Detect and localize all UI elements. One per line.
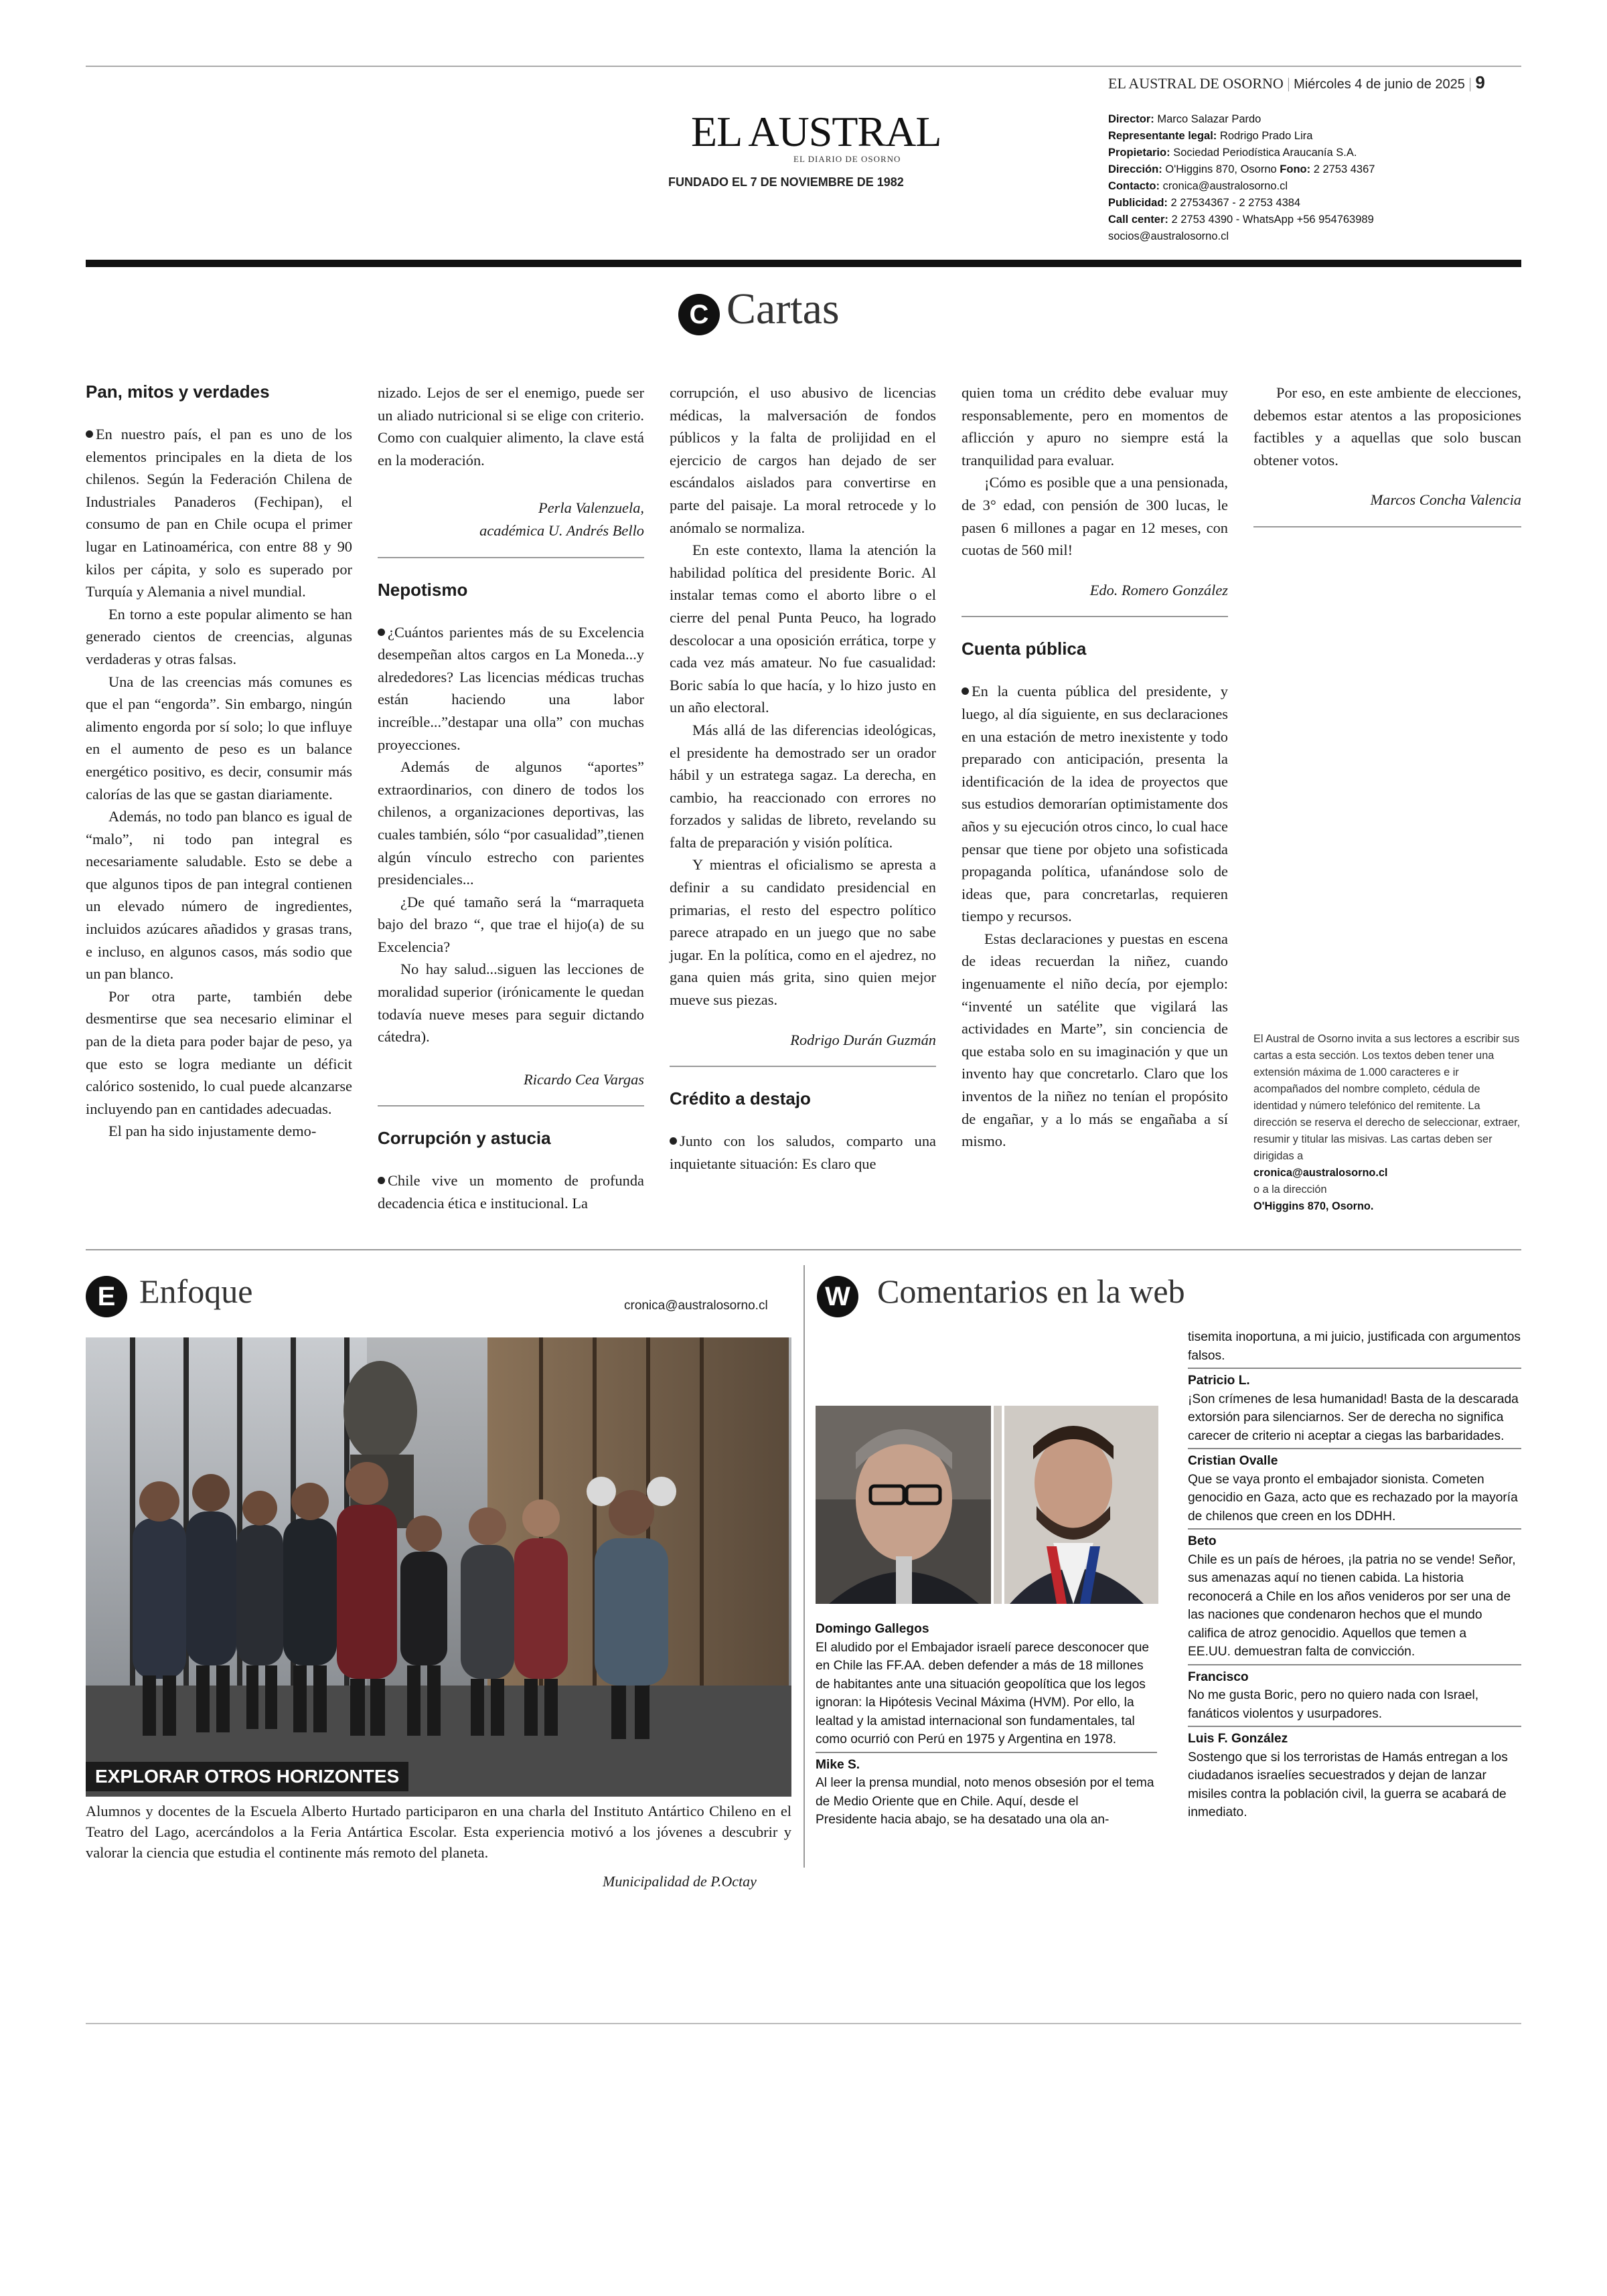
- letter-column-2: [378, 382, 644, 1215]
- letter-separator: [378, 557, 644, 558]
- letter-paragraph: El pan ha sido injustamente demo-: [108, 1123, 317, 1140]
- page-number: 9: [1475, 72, 1485, 92]
- letter-paragraph: Además de algunos “aportes” extraordinarios, con dinero de todos los chilenos, a organizaciones deportivas, las cuales también, sólo “por casualidad”,tienen algún vínculo estrecho con parientes presidenciales...: [378, 758, 644, 888]
- staff-value: Sociedad Periodística Araucanía S.A.: [1173, 147, 1357, 159]
- letter-separator: [1253, 526, 1521, 527]
- bottom-rule: [86, 2023, 1521, 2024]
- comment-text: Presidente hacia abajo, se ha desatado una ola an-: [816, 1813, 1109, 1827]
- bullet-icon: [962, 687, 969, 695]
- staff-value: 2 2753 4367: [1313, 163, 1375, 175]
- letter-paragraph: nizado. Lejos de ser el enemigo, puede ser un aliado nutricional si se elige con criterio. Como con cualquier alimento, la clave está en la moderación.: [378, 384, 644, 469]
- masthead-bar: [86, 260, 1521, 267]
- letter-paragraph: En la cuenta pública del presidente, y luego, al día siguiente, en sus declaraciones en una estación de metro inexistente y todo preparado con anticipación, presenta la identificación de la idea de proyectos que sus estudios demorarían optimistamente dos años y su ejecución otros cinco, lo cual hace pensar que tiene por objeto una sofisticada propaganda política, ufanándose solo de ideas que, para concretarlas, requieren tiempo y recursos.: [962, 683, 1228, 925]
- staff-value: socios@australosorno.cl: [1108, 230, 1229, 242]
- letter-signature: Edo. Romero González: [1089, 581, 1228, 598]
- letter-signature: Perla Valenzuela,: [538, 499, 644, 517]
- letter-paragraph: No hay salud...siguen las lecciones de moralidad superior (irónicamente le quedan todavía nueve meses para seguir dictando cátedra).: [378, 961, 644, 1046]
- staff-line: [1108, 161, 1510, 178]
- bullet-icon: [378, 1177, 385, 1184]
- letter-paragraph: Una de las creencias más comunes es que el pan “engorda”. Sin embargo, ningún alimento engorda por sí solo; lo que influye en el aumento de peso es un balance energético positivo, es decir, consumir más calorías de las que se gastan diariamente.: [86, 673, 352, 803]
- letter-paragraph: Y mientras el oficialismo se apresta a definir a su candidato presidencial en primarias, el resto del espectro político parece atrapado en un juego que no sabe jugar. En la política, como en el ajedrez, no gana quien más grita, sino quien mejor mueve sus piezas.: [670, 856, 936, 1009]
- bullet-icon: [670, 1137, 677, 1145]
- letter-paragraph: Además, no todo pan blanco es igual de “malo”, ni todo pan integral es necesariamente saludable. Esto se debe a que algunos tipos de pan integral contienen un elevado número de ingredientes, incluidos azúcares añadidos y grasas trans, e incluso, en algunos casos, más sodio que un pan blanco.: [86, 808, 352, 983]
- comment-author: Mike S.: [816, 1757, 860, 1772]
- staff-value: Marco Salazar Pardo: [1157, 113, 1261, 125]
- letter-column-3: [670, 382, 936, 1175]
- letter-paragraph: ¡Cómo es posible que a una pensionada, de 3° edad, con pensión de 300 lucas, le pasen 6 millones a pagar en 12 meses, con cuotas de 560 mil!: [962, 474, 1228, 559]
- comment-separator: [1188, 1448, 1521, 1449]
- bullet-icon: [86, 430, 93, 438]
- letters-or-text: o a la dirección: [1253, 1183, 1327, 1196]
- comment-separator: [1188, 1368, 1521, 1369]
- letter-paragraph: Estas declaraciones y puestas en escena de ideas recuerdan la niñez, cuando ingenuamente el niño decía, por ejemplo: “inventé un satélite que vigilará las actividades en Marte”, sin conciencia de que estaba solo en su imaginación y que un invento hay que concretarlo. Claro que los inventos de la niñez no tenían el propósito de engañar, y a lo más se engañaba a sí mismo.: [962, 930, 1228, 1150]
- comment-author: Beto: [1188, 1534, 1217, 1548]
- staff-label: Fono:: [1280, 163, 1311, 175]
- comment-text: Al leer la prensa mundial, noto menos obsesión por el tema de Medio Oriente que en Chile. Aquí, desde el: [816, 1776, 1154, 1809]
- letter-heading-credito: Crédito a destajo: [670, 1088, 811, 1109]
- comment-text: Sostengo que si los terroristas de Hamás entregan a los ciudadanos israelíes secuestrados y dejan de lanzar misiles contra la población civil, la guerra se acabará de inmediato.: [1188, 1750, 1508, 1819]
- letter-heading-pan: Pan, mitos y verdades: [86, 382, 270, 402]
- comment-separator: [1188, 1726, 1521, 1727]
- letter-heading-cuenta-publica: Cuenta pública: [962, 639, 1087, 659]
- comment-separator: [816, 1752, 1157, 1753]
- letter-paragraph: Más allá de las diferencias ideológicas, el presidente ha demostrado ser un orador hábil y un estratega sagaz. La derecha, en cambio, ha reaccionado con errores no forzados y salidas de libreto, revelando su falta de preparación y visión política.: [670, 721, 936, 851]
- running-head: EL AUSTRAL DE OSORNO | Miércoles 4 de junio de 2025 | 9: [1108, 72, 1485, 92]
- staff-line: [1108, 128, 1510, 145]
- letter-paragraph: Por eso, en este ambiente de elecciones, debemos estar atentos a las proposiciones factibles y a aquellas que solo buscan obtener votos.: [1253, 384, 1521, 469]
- staff-label: Publicidad:: [1108, 197, 1168, 209]
- comentarios-section-title: Comentarios en la web: [877, 1273, 1185, 1310]
- letter-heading-nepotismo: Nepotismo: [378, 579, 468, 600]
- letter-paragraph: En nuestro país, el pan es uno de los elementos principales en la dieta de los chilenos. Según la Federación Chilena de Industriales Panaderos (Fechipan), el consumo de pan en Chile ocupa el primer lugar en Latinoamérica, con entre 88 y 90 kilos per cápita, y solo es superado por Turquía y Alemania a nivel mundial.: [86, 426, 352, 600]
- staff-box: [1108, 111, 1510, 245]
- comment-author: Francisco: [1188, 1669, 1249, 1684]
- staff-label: Propietario:: [1108, 147, 1170, 159]
- letter-paragraph: ¿Cuántos parientes más de su Excelencia desempeñan altos cargos en La Moneda...y alrededores? Las licencias médicas truchas están haciendo una labor increíble...”destapar una olla” con muchas proyecciones.: [378, 623, 644, 753]
- letter-signature: Rodrigo Durán Guzmán: [790, 1031, 936, 1048]
- letter-paragraph: Por otra parte, también debe desmentirse que sea necesario eliminar el pan de la dieta para poder bajar de peso, ya que esto se logra mediante un déficit calórico sostenido, lo cual puede alcanzarse incluyendo pan en cantidades adecuadas.: [86, 987, 352, 1117]
- staff-line: [1108, 212, 1510, 228]
- letter-column-5: [1253, 382, 1521, 548]
- staff-label: Representante legal:: [1108, 130, 1217, 142]
- letters-address: O'Higgins 870, Osorno.: [1253, 1200, 1374, 1212]
- letters-info-text: El Austral de Osorno invita a sus lectores a escribir sus cartas a esta sección. Los textos deben tener una extensión máxima de 1.000 caracteres e ir acompañados del nombre completo, cédula de identidad y número telefónico del remitente. La dirección se reserva el derecho de seleccionar, extraer, resumir y titular las misivas. Las cartas deben ser dirigidas a: [1253, 1033, 1521, 1162]
- letter-signature-title: académica U. Andrés Bello: [479, 521, 644, 539]
- letter-column-4: [962, 382, 1228, 1153]
- enfoque-photo-credit: Municipalidad de P.Octay: [603, 1873, 757, 1890]
- letter-paragraph: En este contexto, llama la atención la habilidad política del presidente Boric. Al instalar temas como el aborto libre o el cierre del penal Punta Peuco, ha logrado descolocar a una oposición errática, torpe y cada vez más amateur. No fue casualidad: Boric sabía lo que hacía, y lo hizo justo en un año electoral.: [670, 542, 936, 716]
- staff-line: [1108, 178, 1510, 195]
- staff-value: 2 27534367 - 2 2753 4384: [1170, 197, 1301, 209]
- founded-line: FUNDADO EL 7 DE NOVIEMBRE DE 1982: [668, 175, 904, 189]
- letter-paragraph: En torno a este popular alimento se han generado cientos de creencias, algunas verdaderas y otras falsas.: [86, 605, 352, 667]
- comment-text: EE.UU. demuestran falta de convicción.: [1188, 1645, 1415, 1659]
- enfoque-caption: Alumnos y docentes de la Escuela Alberto Hurtado participaron en una charla del Instituto Antártico Chileno en el Teatro del Lago, acercándolos a la Feria Antártica Escolar. Esta experiencia motivó a los jóvenes a descubrir y valorar la ciencia que estudia el continente más remoto del planeta.: [86, 1803, 791, 1861]
- staff-line: [1108, 111, 1510, 128]
- comentarios-photo: [816, 1406, 1158, 1604]
- staff-line: [1108, 145, 1510, 161]
- staff-value: 2 2753 4390 - WhatsApp +56 954763989: [1171, 214, 1374, 226]
- comments-column-right: [1188, 1328, 1521, 1822]
- comment-text: Que se vaya pronto el embajador sionista. Cometen genocidio en Gaza, acto que es rechazado por la mayoría de chilenos que creen en los DDHH.: [1188, 1472, 1518, 1524]
- enfoque-email[interactable]: cronica@australosorno.cl: [624, 1299, 768, 1313]
- bullet-icon: [378, 629, 385, 636]
- comment-author: Cristian Ovalle: [1188, 1454, 1278, 1468]
- comment-author: Patricio L.: [1188, 1374, 1250, 1388]
- staff-value: Rodrigo Prado Lira: [1219, 130, 1313, 142]
- letter-paragraph: corrupción, el uso abusivo de licencias médicas, la malversación de fondos públicos y la falta de prolijidad en el ejercicio de cargos han dejado de ser escándalos aislados para convertirse en parte del paisaje. La moral retrocede y lo anómalo se normaliza.: [670, 384, 936, 536]
- comentarios-photo-illustration: [816, 1406, 1158, 1604]
- running-head-date: Miércoles 4 de junio de 2025: [1294, 77, 1465, 92]
- letter-paragraph: quien toma un crédito debe evaluar muy responsablemente, pero en momentos de aflicción y apuro no siempre está la tranquilidad para evaluar.: [962, 384, 1228, 469]
- enfoque-section-title: Enfoque: [139, 1273, 253, 1310]
- enfoque-photo: [86, 1337, 791, 1797]
- top-rule: [86, 66, 1521, 67]
- comment-author: Luis F. González: [1188, 1732, 1288, 1746]
- column-divider: [804, 1265, 805, 1868]
- letter-signature: Ricardo Cea Vargas: [524, 1070, 644, 1088]
- letter-paragraph: Junto con los saludos, comparto una inquietante situación: Es claro que: [670, 1133, 936, 1172]
- comment-text: Chile es un país de héroes, ¡la patria no se vende! Señor, sus amenazas aquí no tienen cabida. La historia reconocerá a Chile en los años venideros por ser una de las naciones que condenaron hechos que el mundo califica de atroz genocidio. Aquellos que temen a: [1188, 1552, 1516, 1641]
- comment-separator: [1188, 1664, 1521, 1665]
- letters-email-link[interactable]: cronica@australosorno.cl: [1253, 1167, 1388, 1179]
- comment-text: tisemita inoportuna, a mi juicio, justificada con argumentos falsos.: [1188, 1330, 1521, 1363]
- letter-paragraph: ¿De qué tamaño será la “marraqueta bajo del brazo “, que trae el hijo(a) de su Excelencia?: [378, 893, 644, 955]
- cartas-section-title: Cartas: [726, 284, 840, 333]
- letter-separator: [378, 1105, 644, 1106]
- comment-separator: [1188, 1528, 1521, 1530]
- newspaper-logo: EL AUSTRAL: [691, 108, 941, 155]
- letters-info-box: [1253, 1031, 1521, 1215]
- letter-separator: [962, 616, 1228, 617]
- photo-divider: [1002, 1406, 1004, 1604]
- cartas-section-icon: C: [678, 294, 720, 335]
- staff-label: Dirección:: [1108, 163, 1162, 175]
- running-head-paper: EL AUSTRAL DE OSORNO: [1108, 75, 1284, 92]
- enfoque-photo-caption: EXPLORAR OTROS HORIZONTES: [86, 1762, 408, 1791]
- enfoque-photo-illustration: [86, 1337, 791, 1797]
- letter-paragraph: Chile vive un momento de profunda decadencia ética e institucional. La: [378, 1172, 644, 1212]
- staff-label: Director:: [1108, 113, 1154, 125]
- comentarios-section-icon: W: [817, 1276, 858, 1317]
- staff-label: Call center:: [1108, 214, 1168, 226]
- section-rule: [86, 1249, 1521, 1250]
- letter-signature: Marcos Concha Valencia: [1370, 491, 1521, 509]
- letter-heading-corrupcion: Corrupción y astucia: [378, 1128, 551, 1149]
- newspaper-logo-sub: EL DIARIO DE OSORNO: [793, 154, 901, 164]
- comment-text: ¡Son crímenes de lesa humanidad! Basta de la descarada extorsión para silenciarnos. Ser de derecha no significa carecer de criterio ni aceptar a ciegas las barbaridades.: [1188, 1392, 1519, 1443]
- comments-column-left: [816, 1620, 1157, 1829]
- comment-text: No me gusta Boric, pero no quiero nada con Israel, fanáticos violentos y usurpadores.: [1188, 1688, 1479, 1721]
- enfoque-section-icon: E: [86, 1276, 127, 1317]
- staff-line: [1108, 195, 1510, 212]
- comment-text: El aludido por el Embajador israelí parece desconocer que en Chile las FF.AA. deben defender a más de 18 millones de habitantes ante una situación geopolítica que los legos ignoran: la Hipótesis Vecinal Máxima (HVM). Por ello, la lealtad y la amistad internacional son fundamentales, tal como ocurrió con Perú en 1975 y Argentina en 1978.: [816, 1640, 1150, 1746]
- comment-author: Domingo Gallegos: [816, 1622, 929, 1636]
- letter-column-1: [86, 380, 352, 1143]
- staff-value: cronica@australosorno.cl: [1162, 180, 1288, 192]
- staff-label: Contacto:: [1108, 180, 1160, 192]
- letter-separator: [670, 1066, 936, 1067]
- staff-line: [1108, 228, 1510, 245]
- staff-value: O'Higgins 870, Osorno: [1165, 163, 1277, 175]
